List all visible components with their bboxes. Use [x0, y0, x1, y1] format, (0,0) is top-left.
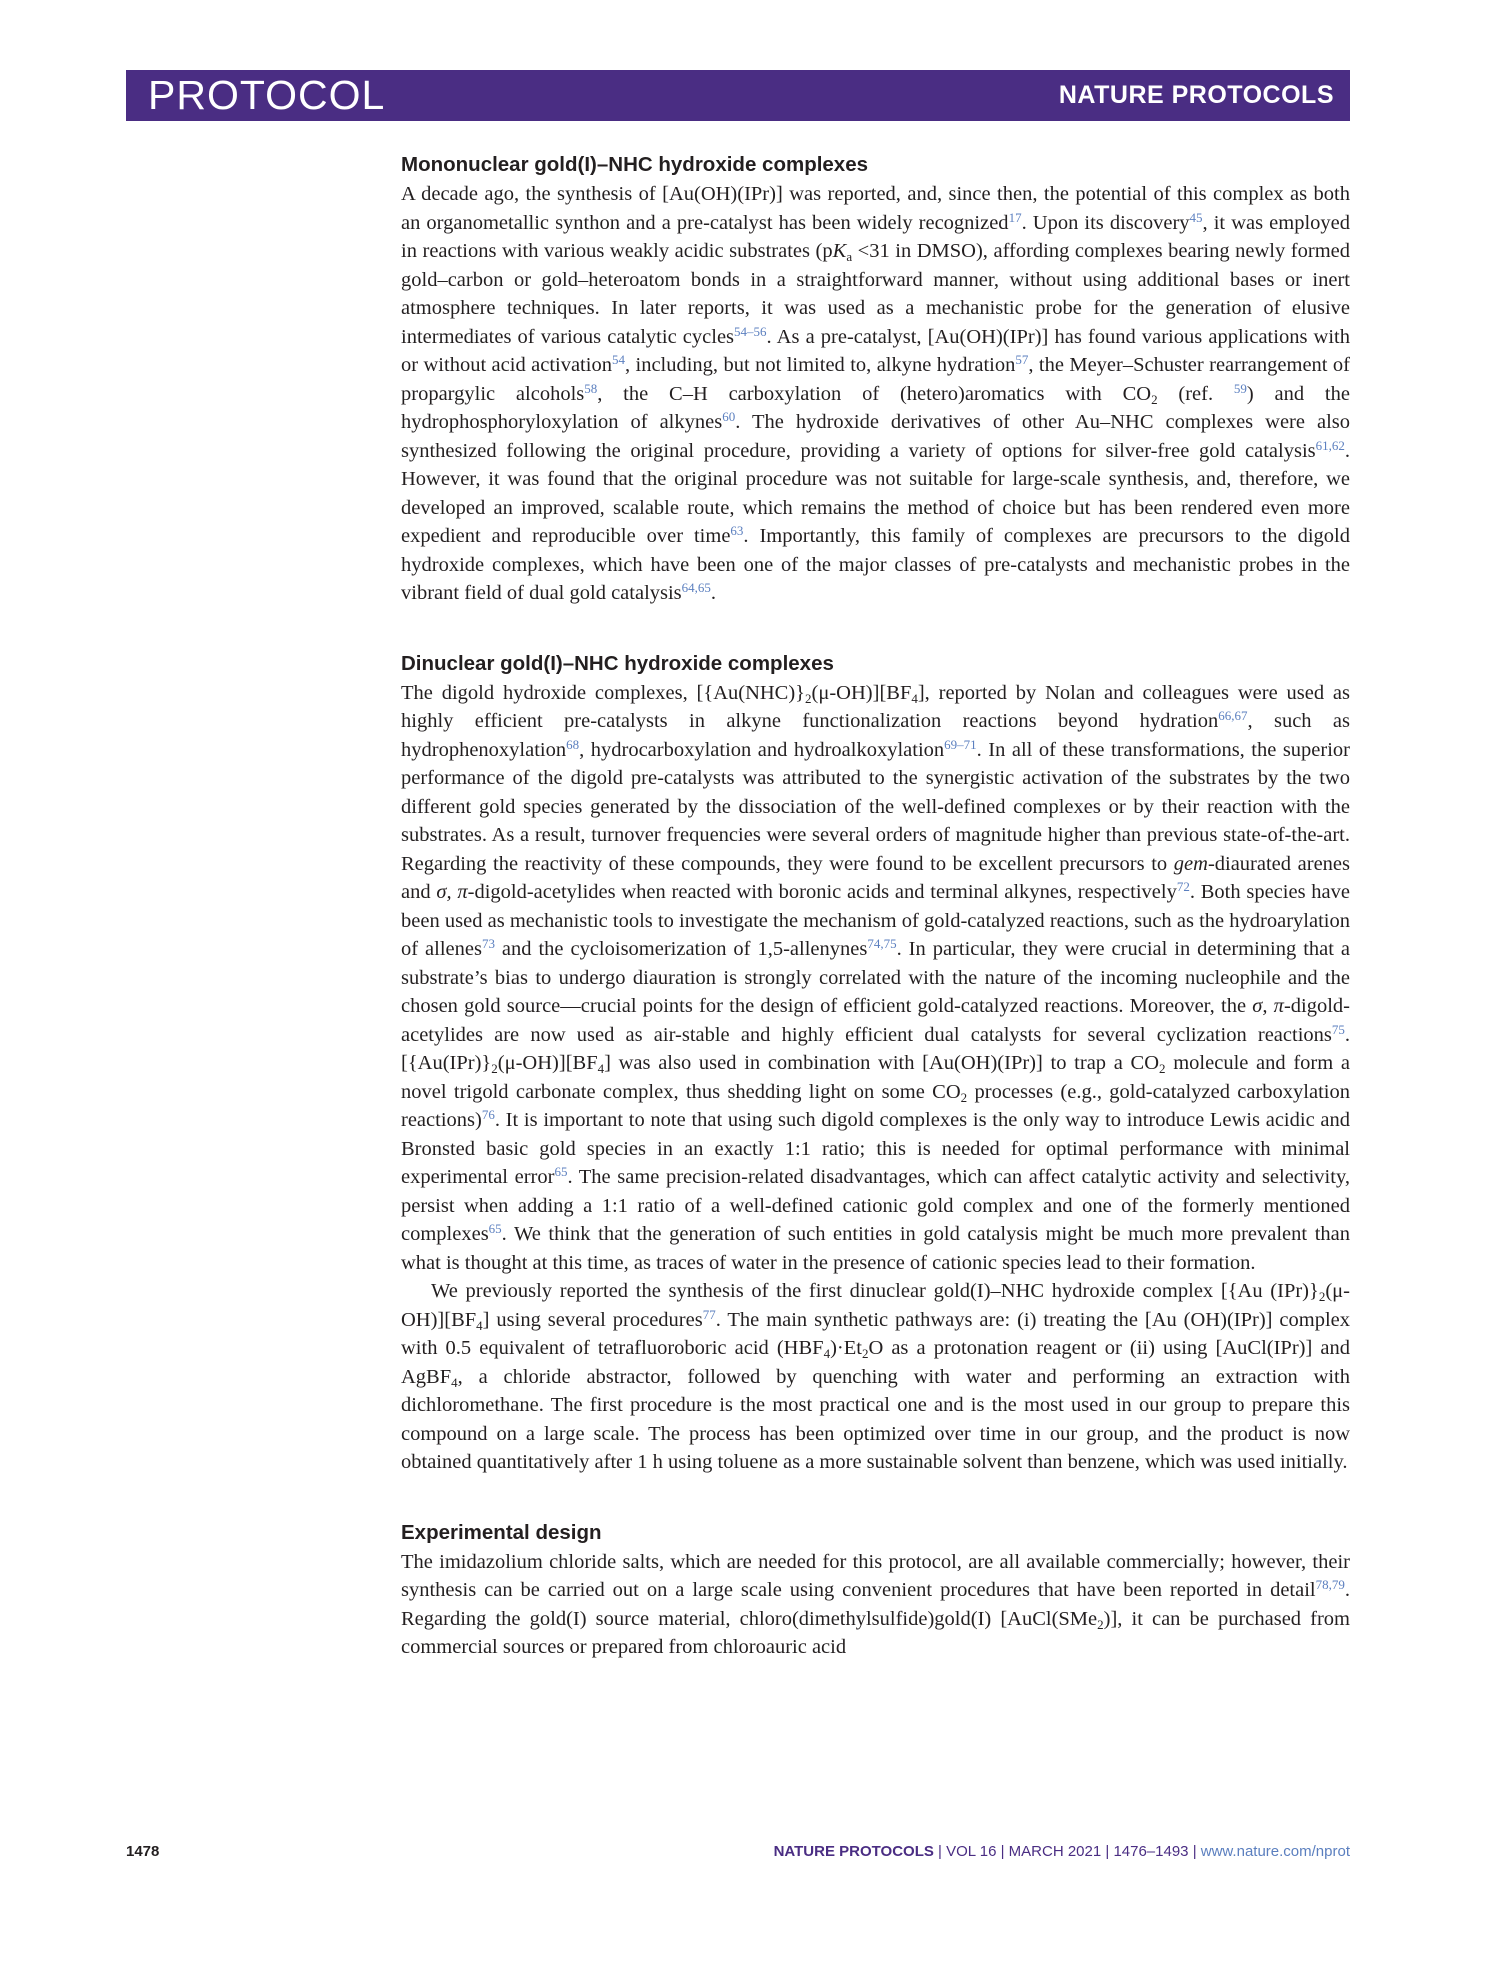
citation-link[interactable]: 57: [1015, 352, 1029, 367]
citation-link[interactable]: 63: [730, 523, 744, 538]
citation-line: NATURE PROTOCOLS | VOL 16 | MARCH 2021 | 1476–1493 | www.nature.com/nprot: [773, 1843, 1350, 1860]
citation-link[interactable]: 77: [702, 1306, 716, 1322]
section-label: PROTOCOL: [148, 72, 386, 118]
citation-link[interactable]: 68: [566, 736, 580, 752]
citation-link[interactable]: 54–56: [734, 323, 767, 339]
paragraph: A decade ago, the synthesis of [Au(OH)(IPr)] was reported, and, since then, the potential of this complex as both an organometallic synthon and a pre-catalyst has been widely recognized$^{17}$. Upon its discovery$^{45}$, it was employed in reactions with various weakly acidic substrates ($pK_a <31$ in DMSO), affording complexes bearing newly formed gold–carbon or gold–heteroatom bonds in a straightforward manner, without using additional bases or inert atmosphere techniques. In later reports, it was used as a mechanistic probe for the generation of elusive intermediates of various catalytic cycles$^{54-56}$. As a pre-catalyst, [Au(OH)(IPr)] has found various applications with or without acid activation$^{54}$, including, but not limited to, alkyne hydration$^{57}$, the Meyer–Schuster rearrangement of propargylic alcohols$^{58}$, the C–H carboxylation of (hetero)aromatics with $CO_2$ (ref. $^{59}$) and the hydrophosphoryloxylation of alkynes$^{60}$. The hydroxide derivatives of other Au–NHC complexes were also synthesized following the original procedure, providing a variety of options for silver-free gold catalysis$^{61,62}$. However, it was found that the original procedure was not suitable for large-scale synthesis, and, therefore, we developed an improved, scalable route, which remains the method of choice but has been rendered even more expedient and reproducible over time$^{63}$. Importantly, this family of complexes are precursors to the digold hydroxide complexes, which have been one of the major classes of pre-catalysts and mechanistic probes in the vibrant field of dual gold catalysis$^{64,65}$.: [401, 183, 1350, 604]
citation-link[interactable]: 61,62: [1315, 437, 1345, 453]
footer-date: MARCH 2021: [1008, 1843, 1102, 1860]
citation-link[interactable]: 45: [1189, 209, 1203, 225]
article-column: [401, 150, 1350, 1662]
page-footer: [126, 1843, 1350, 1860]
footer-journal: NATURE PROTOCOLS: [773, 1843, 934, 1860]
section-heading: Mononuclear gold(I)–NHC hydroxide complexes: [401, 153, 869, 176]
citation-link[interactable]: 58: [584, 380, 598, 396]
journal-label: NATURE PROTOCOLS: [1058, 81, 1334, 109]
citation-link[interactable]: 76: [481, 1107, 495, 1122]
citation-link[interactable]: 69–71: [944, 736, 977, 752]
paragraph: The digold hydroxide complexes, $[\{Au(NHC)\}_2(\mu-OH)][BF_4]$, reported by Nolan and colleagues were used as highly efficient pre-catalysts in alkyne functionalization reactions beyond hydration$^{66,67}$, such as hydrophenoxylation$^{68}$, hydrocarboxylation and hydroalkoxylation$^{69-71}$. In all of these transformations, the superior performance of the digold pre-catalysts was attributed to the synergistic activation of the substrates by the two different gold species generated by the dissociation of the well-defined complexes or by their reaction with the substrates. As a result, turnover frequencies were several orders of magnitude higher than previous state-of-the-art. Regarding the reactivity of these compounds, they were found to be excellent precursors to gem-diaurated arenes and σ, π-digold-acetylides when reacted with boronic acids and terminal alkynes, respectively$^{72}$. Both species have been used as mechanistic tools to investigate the mechanism of gold-catalyzed reactions, such as the hydroarylation of allenes$^{73}$ and the cycloisomerization of 1,5-allenynes$^{74,75}$. In particular, they were crucial in determining that a substrate’s bias to undergo diauration is strongly correlated with the nature of the incoming nucleophile and the chosen gold source—crucial points for the design of efficient gold-catalyzed reactions. Moreover, the σ, π-digold-acetylides are now used as air-stable and highly efficient dual catalysts for several cyclization reactions$^{75}$. $[\{Au(IPr)\}_2(\mu-OH)][BF_4]$ was also used in combination with [Au(OH)(IPr)] to trap a $CO_2$ molecule and form a novel trigold carbonate complex, thus shedding light on some $CO_2$ processes (e.g., gold-catalyzed carboxylation reactions)$^{76}$. It is important to note that using such digold complexes is the only way to introduce Lewis acidic and Bronsted basic gold species in an exactly 1:1 ratio; this is needed for optimal performance with minimal experimental error$^{65}$. The same precision-related disadvantages, which can affect catalytic activity and selectivity, persist when adding a 1:1 ratio of a well-defined cationic gold complex and one of the formerly mentioned complexes$^{65}$. We think that the generation of such entities in gold catalysis might be much more prevalent than what is thought at this time, as traces of water in the presence of cationic species lead to their formation.: [401, 681, 1351, 1274]
section-mononuclear: [401, 150, 1350, 608]
citation-link[interactable]: 73: [481, 936, 495, 951]
citation-link[interactable]: 60: [722, 409, 736, 424]
header-banner: [126, 70, 1350, 121]
citation-link[interactable]: 65: [488, 1221, 502, 1236]
footer-pages: 1476–1493: [1113, 1843, 1189, 1860]
section-dinuclear: [401, 649, 1350, 1477]
citation-link[interactable]: 75: [1331, 1021, 1345, 1037]
page-number: 1478: [126, 1843, 160, 1860]
citation-link[interactable]: 64,65: [681, 580, 711, 595]
citation-link[interactable]: 17: [1008, 209, 1022, 225]
citation-link[interactable]: 78,79: [1315, 1577, 1345, 1592]
footer-url-link[interactable]: www.nature.com/nprot: [1200, 1843, 1350, 1860]
citation-link[interactable]: 65: [554, 1164, 568, 1179]
citation-link[interactable]: 59: [1233, 380, 1247, 396]
citation-link[interactable]: 54: [611, 352, 625, 367]
paragraph: The imidazolium chloride salts, which are needed for this protocol, are all available commercially; however, their synthesis can be carried out on a large scale using convenient procedures that have been reported in detail$^{78,79}$. Regarding the gold(I) source material, chloro(dimethylsulfide)gold(I) [AuCl(SMe$_2$)], it can be purchased from commercial sources or prepared from chloroauric acid: [401, 1550, 1350, 1658]
footer-volume: VOL 16: [946, 1843, 997, 1860]
paragraph: We previously reported the synthesis of the first dinuclear gold(I)–NHC hydroxide complex [{Au $(IPr)\}_2(\mu-OH)][BF_4]$ using several procedures$^{77}$. The main synthetic pathways are: (i) treating the [Au (OH)(IPr)] complex with 0.5 equivalent of tetrafluoroboric acid $(HBF_4)\cdot Et_2O$ as a protonation reagent or (ii) using [AuCl(IPr)] and AgBF$_4$, a chloride abstractor, followed by quenching with water and performing an extraction with dichloromethane. The first procedure is the most practical one and is the most used in our group to prepare this compound on a large scale. The process has been optimized over time in our group, and the product is now obtained quantitatively after 1 h using toluene as a more sustainable solvent than benzene, which was used initially.: [401, 1280, 1350, 1473]
section-heading: Dinuclear gold(I)–NHC hydroxide complexes: [401, 651, 834, 675]
section-heading: Experimental design: [401, 1520, 602, 1544]
citation-link[interactable]: 74,75: [867, 936, 897, 951]
citation-link[interactable]: 72: [1176, 879, 1190, 894]
citation-link[interactable]: 66,67: [1218, 708, 1248, 723]
section-experimental-design: [401, 1518, 1350, 1662]
